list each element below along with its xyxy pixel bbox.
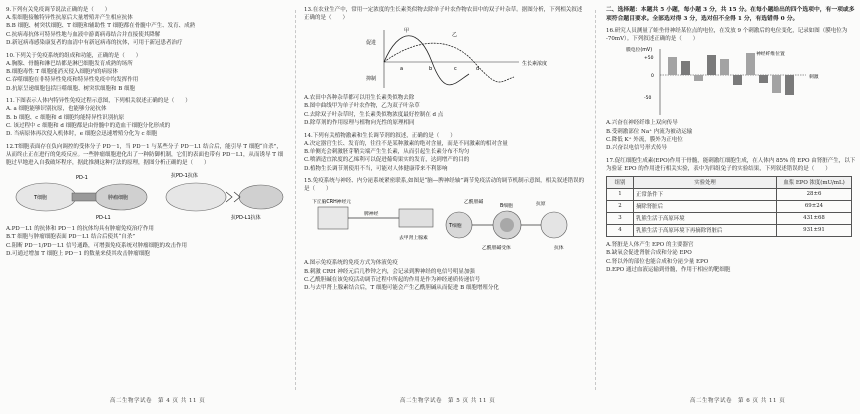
option-15b: B.刺激 CRH 神经元后几秒钟之内，会记录到脾神经的电信号明显加强 <box>304 268 475 275</box>
table-header-row <box>607 176 852 188</box>
question-14-stem: 14.下列有关植物激素和生长调节剂的叙述，正确的是（ ） <box>304 132 456 139</box>
question-9-stem: 9.下列有关免疫调节说法正确的是（ ） <box>6 7 111 13</box>
chart-x-label: 生长素浓度 <box>522 61 548 67</box>
table-row <box>607 188 852 200</box>
question-15-stem: 15.免疫系统与神经、内分泌系统紧密联系,如图是“脑—脾神经轴”调节免疫活动的调节机制示意图，相关叙述错误的是（ ） <box>304 178 585 193</box>
table-cell: 乳熊生活于高原环境 <box>634 212 777 224</box>
option-13b: B.图中曲线甲为单子叶农作物，乙为双子叶杂草 <box>304 103 420 110</box>
table-cell: 3 <box>607 212 634 224</box>
pd1-diagram <box>6 167 286 225</box>
table-row <box>607 212 852 224</box>
option-16a: A.兴奋在神经纤维上双向传导 <box>606 120 678 127</box>
option-12b: B.T 细胞与肿瘤细胞表面 PD－L1 结合后使其“自杀” <box>6 234 136 241</box>
fig-label-crh: 下丘脑CRH神经元 <box>312 200 352 206</box>
potential-bar <box>759 75 768 83</box>
table-cell: 摘除肾脏后 <box>634 200 777 212</box>
potential-bar <box>681 61 690 75</box>
column-page-5 <box>304 6 586 293</box>
potential-bar <box>707 55 716 75</box>
curve-yi <box>384 43 514 82</box>
option-14b: B.单侧光会刺激胚芽鞘尖端产生生长素，从而引起生长素分布不均匀 <box>304 149 470 156</box>
fig-label-anti-pd1: 抗PD-1抗体 <box>171 172 198 179</box>
auxin-curve-chart <box>304 22 584 94</box>
fig-label-tumor: 肿瘤细胞 <box>108 194 129 201</box>
potential-bar <box>720 59 729 75</box>
option-9c: C.抗病毒抗体可特异性地与血液中游离病毒结合并直接使其降解 <box>6 31 161 38</box>
potential-bar <box>772 75 781 93</box>
fig-label-spleen-nerve: 脾神经 <box>364 212 379 218</box>
option-16d: D.兴奋以电信号形式传导 <box>606 145 667 152</box>
option-14c: C.喷洒适宜浓度的乙烯利可以促进葡萄果实的发育，达到增产的目的 <box>304 157 470 164</box>
point-c: c <box>454 66 457 72</box>
option-9a: A.浆细胞接触特异性抗原后大量增殖并产生相应抗体 <box>6 15 133 21</box>
chart-x-label: 刺激 <box>809 75 819 81</box>
point-d: d <box>476 66 480 72</box>
table-cell: 1 <box>607 188 634 200</box>
option-16b: B.受刺激部位 Na⁺ 内流为被动运输 <box>606 128 693 135</box>
potential-bars <box>668 53 794 95</box>
option-10d: D.抗原呈递细胞包括巨噬细胞、树突状细胞和 B 细胞 <box>6 85 136 92</box>
fig-label-tcell: T细胞 <box>34 194 48 201</box>
fig-label-ach-receptor: 乙酰胆碱受体 <box>482 246 511 252</box>
table-cell: 431±68 <box>777 212 852 224</box>
table-cell: 2 <box>607 200 634 212</box>
point-b: b <box>429 66 433 72</box>
option-10b: B.细胞毒性 T 细胞能消灭侵入细胞内的病原体 <box>6 69 118 76</box>
option-16c: C.降低 K⁺ 外流，膜外为正电位 <box>606 137 683 143</box>
fig-label-norepinephrine: 去甲肾上腺素 <box>399 236 428 242</box>
chart-y-inhibit: 抑制 <box>366 76 377 82</box>
option-13a: A.农田中各种杂草都可以用生长素类似物去除 <box>304 95 415 101</box>
page-footer-4: 高二生物学试卷 第 4 页 共 11 页 <box>110 398 206 404</box>
ytick-0: 0 <box>651 74 654 80</box>
option-10a: A.胸腺、骨髓和淋巴结都是淋巴细胞发育成熟的场所 <box>6 60 133 67</box>
table-cell: 69±24 <box>777 200 852 212</box>
fig-label-ach: 乙酰胆碱 <box>464 200 484 206</box>
section-header: 二、选择题：本题共 5 小题，每小题 3 分，共 15 分。在每小题给出的四个选项中，有一项或多项符合题目要求。全部选对得 3 分，选对但不全得 1 分，有选错得 0 分。 <box>606 7 855 22</box>
potential-bar <box>694 75 703 81</box>
page-footer-5: 高二生物学试卷 第 5 页 共 11 页 <box>400 398 496 404</box>
column-page-6 <box>606 6 856 274</box>
table-cell: 931±91 <box>777 224 852 236</box>
fig-label-bcell: B细胞 <box>500 204 513 210</box>
option-12a: A.PD－L1 的抗体和 PD－1 的抗体均具有肿瘤免疫治疗作用 <box>6 225 154 232</box>
chart-y-label: 膜电位(mV) <box>626 48 653 54</box>
column-divider <box>295 10 296 390</box>
membrane-potential-chart <box>606 43 856 119</box>
option-9b: B.B 细胞、树突状细胞、T 细胞和辅助性 T 细胞都在骨髓中产生、发育、成熟 <box>6 23 196 30</box>
option-13d: D.除草剂的作用原理与植物向光性的原理相同 <box>304 120 415 127</box>
column-divider <box>595 10 596 390</box>
option-14a: A.决定器官生长、发育的，往往不是某种激素的绝对含量，而是不同激素的相对含量 <box>304 140 508 147</box>
epo-table <box>606 176 852 237</box>
potential-bar <box>746 53 755 75</box>
table-head-treatment: 实验处理 <box>634 176 777 188</box>
ytick-plus50: +50 <box>644 56 654 62</box>
table-cell: 正常条件下 <box>634 188 777 200</box>
fig-label-pd1: PD-1 <box>76 174 88 181</box>
option-11d: D. 当病原体再次侵入机体时，e 细胞会迅速增殖分化为 c 细胞 <box>6 131 158 138</box>
option-11b: B. b 细胞、c 细胞和 d 细胞均能特异性识别抗原 <box>6 114 125 121</box>
question-10-stem: 10.下列关于免疫系统的组成和功能，正确的是（ ） <box>6 52 142 59</box>
question-16-stem: 16.研究人员测量了蛙坐骨神经某位点的电位，在发放 9 个刺激后的电位变化，记录如图（膜电位为 -70mV）。下列叙述正确的是（ ） <box>606 28 848 43</box>
chart-legend: 神经纤维位置 <box>756 52 785 58</box>
option-9d: D.新冠病毒感染康复者的血清中有新冠病毒的抗体，可用于新冠患者治疗 <box>6 40 183 47</box>
question-13-stem: 13.在农业生产中，常用一定浓度的生长素类似物去除单子叶农作物农田中的双子叶杂草。据图分析，下列相关叙述正确的是（ ） <box>304 7 583 21</box>
potential-bar <box>785 75 794 95</box>
fig-label-antibody: 抗体 <box>554 246 564 252</box>
option-11c: C. 该过程中 c 细胞和 d 细胞都是由骨髓中的造血干细胞分化形成的 <box>6 123 171 130</box>
ytick-minus50: -50 <box>644 96 652 102</box>
potential-bar <box>733 75 742 85</box>
option-17c: C.肾以外的部位也能合成和分泌少量 EPO <box>606 258 709 265</box>
option-13c: C.去除双子叶杂草时，生长素类似物浓度最好控制在 d 点 <box>304 111 444 118</box>
fig-label-anti-pdl1: 抗PD-L1抗体 <box>231 214 261 221</box>
curve-label-jia: 甲 <box>404 28 410 34</box>
brain-spleen-diagram <box>304 193 584 259</box>
curve-jia <box>384 36 469 85</box>
table-cell: 28±6 <box>777 188 852 200</box>
page-footer-6: 高二生物学试卷 第 6 页 共 11 页 <box>690 398 786 404</box>
option-15a: A.图示免疫系统的免疫方式为体液免疫 <box>304 260 398 267</box>
curve-label-yi: 乙 <box>452 32 458 38</box>
table-head-epo: 血浆 EPO 浓度(mU/mL) <box>777 176 852 188</box>
option-11a: A. a 细胞能够识别抗原，也能够分泌抗体 <box>6 106 107 113</box>
table-row <box>607 224 852 236</box>
question-11-stem: 11.下图表示人体内特异性免疫过程示意图，下列相关叙述正确的是（ ） <box>6 98 191 105</box>
option-12c: C.阻断 PD－1/PD－L1 信号通路，可增强免疫系统对肿瘤细胞的攻击作用 <box>6 242 187 249</box>
table-cell: 4 <box>607 224 634 236</box>
fig-label-pdl1: PD-L1 <box>96 214 111 221</box>
fig-label-antigen: 抗原 <box>536 202 546 208</box>
option-10c: C.吞噬细胞在非特异性免疫和特异性免疫中均发挥作用 <box>6 77 139 84</box>
column-page-4 <box>6 6 287 259</box>
option-17b: B.缺氧会促进肾脏合成和分泌 EPO <box>606 250 692 257</box>
question-12-stem: 12.T细胞表面存在负向调控的受体分子 PD－1，当 PD－1 与某些分子 PD－L1 结合后，能引导 T 细胞“自杀”，从而终止正在进行的免疫反应。一些肿瘤细胞进化出了一种防御机制，它们的表面也带有 PD－L1，从而诱导 T 细胞过早地进入自我破坏程序，据此推测这种疗法的原理，据图分析正确的是（ ） <box>6 143 284 166</box>
fig-label-tcell: T细胞 <box>449 224 462 230</box>
potential-bar <box>668 57 677 75</box>
option-15c: C.乙酰胆碱在该免疫活动调节过程中所起的作用是作为神经递质传递信号 <box>304 277 481 284</box>
option-12d: D.可通过增加 T 细胞上 PD－1 的数量来使其攻击肿瘤细胞 <box>6 251 150 258</box>
point-a: a <box>400 66 404 72</box>
chart-y-promote: 促进 <box>366 40 377 46</box>
question-17-stem: 17.促红细胞生成素(EPO)作用于骨髓，能刺激红细胞生成，在人体内 85% 的 EPO 由肾脏产生，以下为验证 EPO 的作用进行相关实验，表中为四组兔子的实验结果，下列叙述错误的是（ ） <box>606 157 856 172</box>
table-cell: 乳熊生活于高原环境下再摘除肾脏后 <box>634 224 777 236</box>
option-17a: A.肾脏是人体产生 EPO 的主要器官 <box>606 241 694 248</box>
option-15d: D.与去甲肾上腺素结合后，T 细胞可能会产生乙酰胆碱从而促进 B 细胞增殖分化 <box>304 285 499 292</box>
option-14d: D.植物生长调节剂使用不当，可能对人体健康带来不利影响 <box>304 165 448 172</box>
table-row <box>607 200 852 212</box>
table-head-group: 组别 <box>607 176 634 188</box>
option-17d: D.EPO 通过血液运输到骨髓，作用于相应的靶细胞 <box>606 267 731 274</box>
